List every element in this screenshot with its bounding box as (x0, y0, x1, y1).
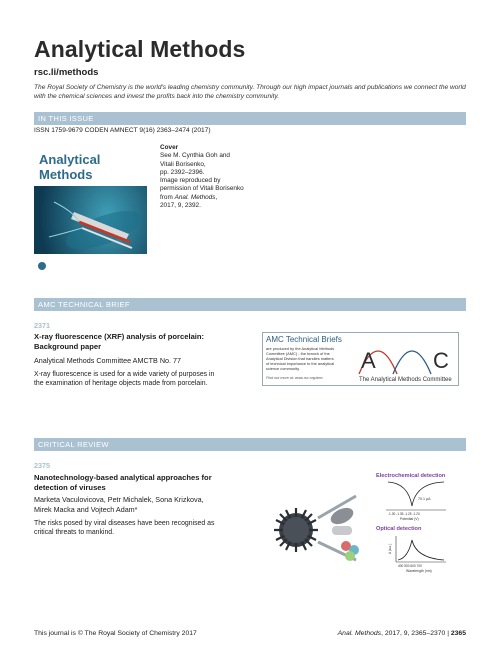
cover-caption-source-end: , (215, 193, 218, 201)
article-abstract (34, 519, 254, 537)
virus-particle-icon (274, 508, 318, 552)
journal-tagline: The Royal Society of Chemistry is the world's leading chemistry community. Through our high impact journals and publications we connect the world with the chemical sciences and invest the profits back into the chemistry community. (34, 84, 466, 100)
cover-journal-title-line-2: Methods (39, 167, 93, 182)
amc-letter-c: C (433, 348, 449, 373)
abstract-line: The risks posed by viral diseases have been recognised as (34, 520, 215, 527)
cover-caption-source: Anal. Methods (174, 193, 216, 201)
footer-citation (280, 630, 466, 637)
article-abstract (34, 370, 254, 388)
section-heading-critical-review: CRITICAL REVIEW (38, 440, 109, 449)
amc-blue-curve (393, 351, 431, 374)
amc-graphic-link[interactable]: Find out more at: www.rsc.org/amc (266, 376, 323, 380)
author-line: Marketa Vaculovicova, Petr Michalek, Sona Krizkova, (34, 495, 204, 504)
footer-citation-rest: , 2017, 9, 2365–2370 | (381, 630, 451, 637)
article-title[interactable] (34, 332, 249, 351)
cover-label: Cover (160, 144, 179, 151)
article-title-line: X-ray fluorescence (XRF) analysis of porcelain: (34, 332, 205, 341)
abstract-line: critical threats to mankind. (34, 529, 115, 536)
cover-journal-title-line-1: Analytical (39, 152, 101, 167)
article-authors: Analytical Methods Committee AMCTB No. 77 (34, 356, 181, 365)
article-title-line: detection of viruses (34, 482, 106, 492)
amc-committee-name: The Analytical Methods Committee (359, 377, 452, 383)
amc-text-line: Committee (AMC) - the branch of the (266, 351, 330, 356)
absorbance-plot (388, 536, 446, 573)
amc-letter-a: A (361, 348, 376, 373)
cover-caption-line: Vitali Borisenko, (160, 160, 206, 168)
absorbance-axis-label: A (a.u.) (388, 543, 392, 554)
amc-graphic-text (266, 346, 351, 371)
potential-axis-label: Potential (V) (400, 517, 419, 521)
journal-url[interactable]: rsc.li/methods (34, 67, 99, 78)
optical-label: Optical detection (376, 526, 422, 532)
amc-text-line: Analytical Division that handles matters (266, 356, 334, 361)
amc-graphic (262, 332, 459, 386)
issn-line: ISSN 1759-9679 CODEN AMNECT 9(16) 2363–2474 (2017) (34, 127, 211, 134)
abstract-line: X-ray fluorescence is used for a wide variety of purposes in (34, 371, 215, 378)
current-label: 70.1 μA (418, 497, 431, 501)
article-authors (34, 495, 249, 514)
journal-title: Analytical Methods (34, 36, 246, 62)
article-title-line: Background paper (34, 341, 102, 351)
potential-ticks: -1.30 -1.35 -1.25 -1.20 (388, 512, 420, 516)
amc-graphic-title: AMC Technical Briefs (266, 335, 342, 344)
amc-text-line: are produced by the Analytical Methods (266, 346, 335, 351)
footer-page-number: 2365 (450, 630, 466, 637)
article-page-number[interactable]: 2371 (34, 321, 50, 330)
section-heading-in-this-issue: IN THIS ISSUE (38, 114, 94, 123)
cover-caption-line: pp. 2392–2396. (160, 168, 205, 176)
section-band-in-this-issue (34, 112, 466, 125)
amc-text-line: of technical importance to the analytical (266, 361, 335, 366)
cover-artwork (34, 142, 147, 292)
virus-detection-graphic (258, 468, 458, 576)
footer-copyright: This journal is © The Royal Society of Chemistry 2017 (34, 630, 197, 637)
cover-caption-line: See M. Cynthia Goh and (160, 152, 230, 160)
section-band-amc-brief (34, 298, 466, 311)
cover-image (34, 142, 147, 292)
wavelength-axis-label: Wavelength (nm) (406, 569, 432, 573)
cover-caption (160, 144, 280, 210)
voltammogram-plot (386, 482, 446, 521)
section-band-critical-review (34, 438, 466, 451)
amc-logo (353, 334, 457, 384)
amc-text-line: science community. (266, 366, 300, 371)
cover-caption-line: Image reproduced by (160, 177, 221, 185)
article-page-number[interactable]: 2375 (34, 461, 50, 470)
footer-journal-abbrev: Anal. Methods (337, 630, 382, 637)
cover-caption-line: permission of Vitali Borisenko (160, 185, 244, 193)
section-heading-amc-brief: AMC TECHNICAL BRIEF (38, 300, 130, 309)
article-title[interactable] (34, 473, 249, 492)
electrochemical-label: Electrochemical detection (376, 473, 446, 479)
article-title-line: Nanotechnology-based analytical approaches for (34, 473, 212, 482)
cover-caption-line: from (160, 193, 173, 201)
abstract-line: the examination of heritage objects made from porcelain. (34, 380, 208, 387)
cover-caption-year: 2017, 9, 2392. (160, 202, 201, 210)
author-line: Mirek Macka and Vojtech Adam* (34, 504, 138, 514)
wavelength-ticks: 400 500 600 700 (398, 564, 422, 568)
